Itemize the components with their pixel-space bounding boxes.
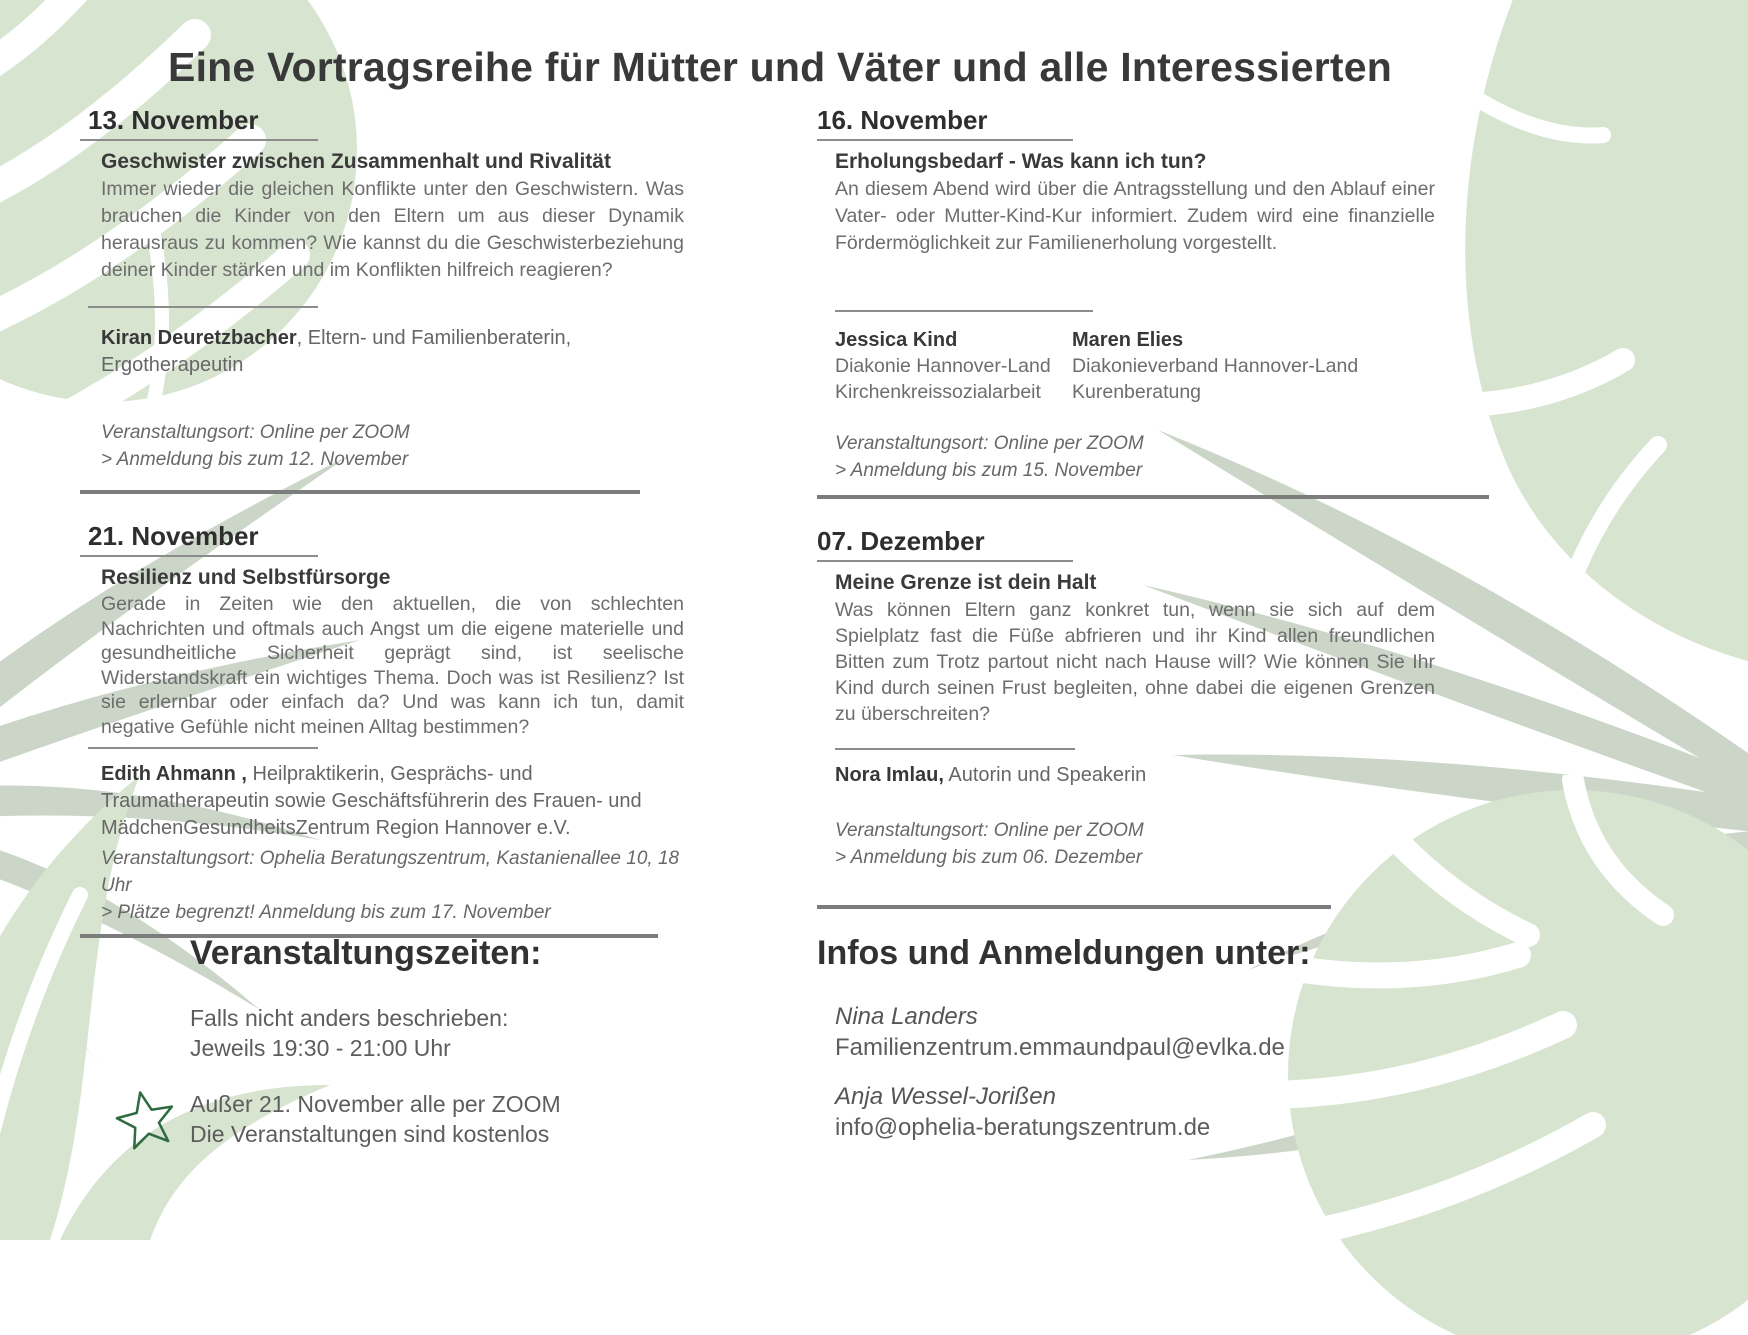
section-separator [80, 490, 640, 494]
section-separator [817, 495, 1489, 499]
event-dez07 [817, 525, 1435, 909]
registration-deadline: > Anmeldung bis zum 06. Dezember [835, 847, 1143, 868]
page-title: Eine Vortragsreihe für Mütter und Väter und alle Interessierten [168, 44, 1392, 90]
registration-deadline: > Anmeldung bis zum 15. November [835, 460, 1143, 481]
event-description: Immer wieder die gleichen Konflikte unter den Geschwistern. Was brauchen die Kinder von den Eltern um aus dieser Dynamik herausraus zu kommen? Wie kannst du die Geschwisterbeziehung deiner Kinder stärken und im Konflikten hilfreich reagieren? [101, 178, 684, 281]
speaker-org: Kirchenkreissozialarbeit [835, 381, 1041, 403]
venue: Veranstaltungsort: Online per ZOOM [835, 820, 1144, 841]
contact-email: info@ophelia-beratungszentrum.de [835, 1114, 1211, 1141]
star-icon [115, 1087, 177, 1153]
event-title: Meine Grenze ist dein Halt [835, 571, 1097, 594]
event-description: Gerade in Zeiten wie den aktuellen, die von schlechten Nachrichten und oftmals auch Angst um die eigene materielle und gesundheitliche Sicherheit geprägt sind, ist seelische Widerstandskraft ein wichtiges Thema. Doch was ist Resilienz? Ist sie erlernbar oder einfach da? Und was kann ich tun, damit negative Gefühle nicht meinen Alltag bestimmen? [101, 593, 684, 738]
right-column [817, 104, 1435, 909]
event-title: Erholungsbedarf - Was kann ich tun? [835, 150, 1207, 173]
times-heading: Veranstaltungszeiten: [190, 934, 542, 972]
contact-name: Nina Landers [835, 1003, 978, 1030]
speaker-name: Edith Ahmann , [101, 763, 247, 785]
speaker-role: Heilpraktikerin, Gesprächs- und Traumatherapeutin sowie Geschäftsführerin des Frauen- und MädchenGesundheitsZentrum Region Hannover e.V. [101, 763, 642, 839]
info-heading: Infos und Anmeldungen unter: [817, 934, 1311, 972]
contact-2 [835, 1081, 1311, 1143]
divider [88, 747, 318, 749]
date-underline [817, 139, 1073, 141]
speaker-org: Diakonieverband Hannover-Land [1072, 355, 1359, 377]
event-speaker [101, 761, 684, 842]
event-meta [835, 817, 1435, 871]
event-title: Resilienz und Selbstfürsorge [101, 566, 391, 589]
times-line2: Jeweils 19:30 - 21:00 Uhr [190, 1035, 451, 1061]
event-date: 07. Dezember [817, 526, 985, 556]
speaker-name: Maren Elies [1072, 329, 1184, 351]
event-nov16 [817, 104, 1435, 499]
event-title: Geschwister zwischen Zusammenhalt und Rivalität [101, 150, 611, 173]
note-line1: Außer 21. November alle per ZOOM [190, 1091, 561, 1117]
speaker-org: Kurenberatung [1072, 381, 1202, 403]
event-meta [835, 430, 1435, 484]
registration-deadline: > Anmeldung bis zum 12. November [101, 449, 409, 470]
event-date: 13. November [88, 105, 259, 135]
event-meta [101, 419, 684, 473]
event-meta [101, 845, 684, 926]
event-date: 16. November [817, 105, 988, 135]
speakers [835, 327, 1435, 405]
times-line1: Falls nicht anders beschrieben: [190, 1005, 509, 1031]
divider [88, 306, 318, 308]
speaker-1 [835, 327, 1072, 405]
note-line2: Die Veranstaltungen sind kostenlos [190, 1121, 550, 1147]
speaker-name: Kiran Deuretzbacher [101, 327, 297, 349]
speaker-role: , Eltern- und Familienberaterin, Ergotherapeutin [101, 327, 572, 376]
event-date: 21. November [88, 521, 259, 551]
venue: Veranstaltungsort: Online per ZOOM [101, 422, 410, 443]
event-description: Was können Eltern ganz konkret tun, wenn sie sich auf dem Spielplatz fast die Füße abfrieren und ihr Kind allen freundlichen Bitten zum Trotz partout nicht nach Hause will? Wie können Sie Ihr Kind durch seinen Frust begleiten, ohne dabei die eigenen Grenzen zu überschreiten? [835, 599, 1435, 725]
section-separator [817, 905, 1331, 909]
event-nov13 [88, 104, 684, 494]
contact-email: Familienzentrum.emmaundpaul@evlka.de [835, 1034, 1285, 1061]
speaker-role: Autorin und Speakerin [943, 764, 1147, 786]
times-note [190, 1089, 561, 1149]
event-speaker [835, 762, 1435, 789]
speaker-org: Diakonie Hannover-Land [835, 355, 1051, 377]
speaker-2 [1072, 327, 1435, 405]
times-details [190, 1003, 561, 1063]
venue: Veranstaltungsort: Ophelia Beratungszentrum, Kastanienallee 10, 18 Uhr [101, 848, 680, 896]
divider [835, 310, 1093, 312]
contact-section [817, 933, 1311, 1143]
event-speaker [101, 325, 684, 379]
speaker-name: Nora Imlau, [835, 764, 944, 786]
left-column [88, 104, 684, 938]
contact-name: Anja Wessel-Jorißen [835, 1083, 1056, 1110]
contact-1 [835, 1001, 1311, 1063]
event-times-section [190, 933, 561, 1149]
event-description: An diesem Abend wird über die Antragsstellung und den Ablauf einer Vater- oder Mutter-Kind-Kur informiert. Zudem wird eine finanzielle Fördermöglichkeit zur Familienerholung vorgestellt. [835, 178, 1435, 254]
event-nov21 [88, 520, 684, 938]
registration-deadline: > Plätze begrenzt! Anmeldung bis zum 17. November [101, 902, 551, 923]
venue: Veranstaltungsort: Online per ZOOM [835, 433, 1144, 454]
date-underline [817, 560, 1073, 562]
divider [835, 748, 1075, 750]
date-underline [80, 139, 318, 141]
speaker-name: Jessica Kind [835, 329, 958, 351]
date-underline [80, 555, 318, 557]
